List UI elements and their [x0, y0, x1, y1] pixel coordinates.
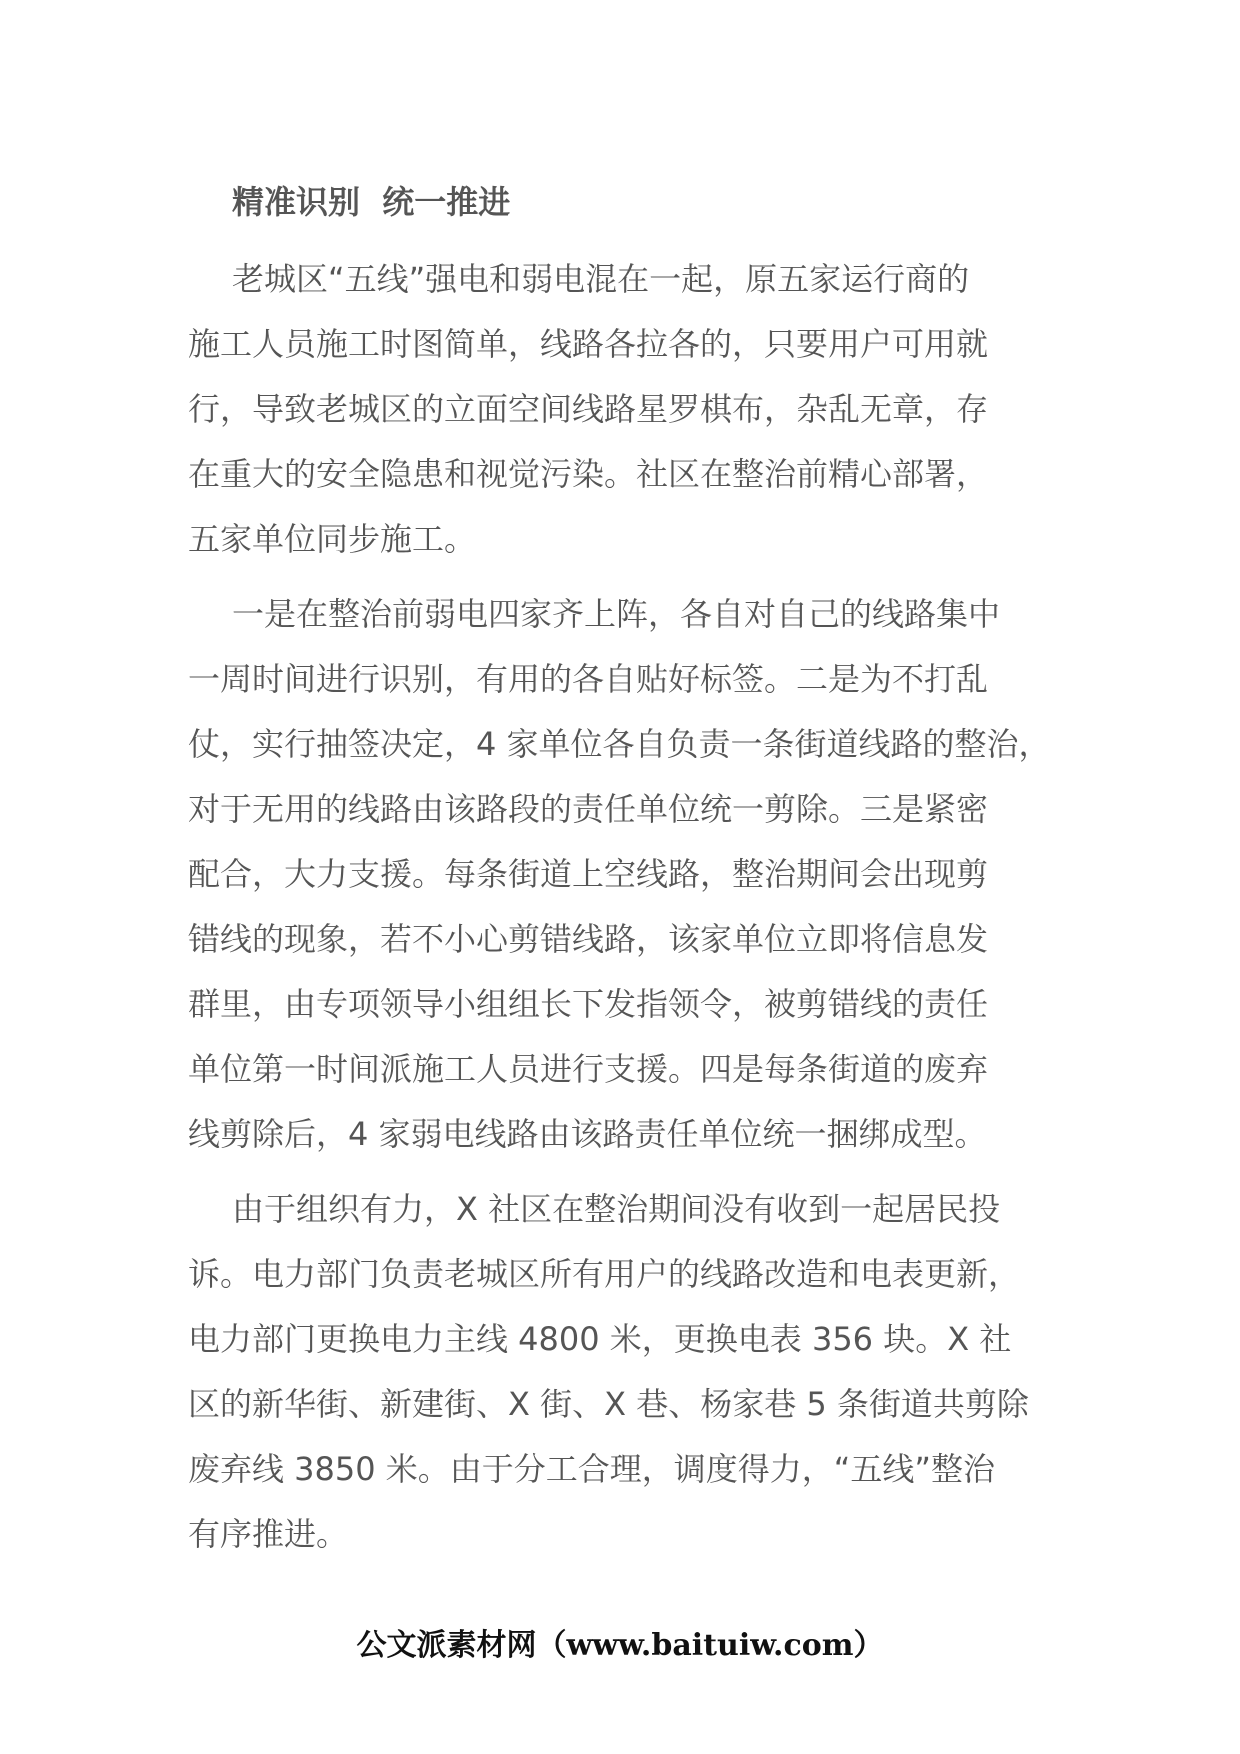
document-body	[188, 170, 1078, 1577]
paragraph-line: 群里，由专项领导小组组长下发指领令，被剪错线的责任	[188, 985, 989, 1023]
paragraph-line: 行，导致老城区的立面空间线路星罗棋布，杂乱无章，存	[188, 390, 989, 428]
paragraph-line: 五家单位同步施工。	[188, 520, 477, 558]
paragraph-line: 线剪除后，4 家弱电线路由该路责任单位统一捆绑成型。	[188, 1115, 987, 1153]
paragraph-line: 一周时间进行识别，有用的各自贴好标签。二是为不打乱	[188, 660, 989, 698]
paragraph-line: 在重大的安全隐患和视觉污染。社区在整治前精心部署，	[188, 455, 989, 493]
paragraph-line: 电力部门更换电力主线 4800 米，更换电表 356 块。X 社	[188, 1320, 1012, 1358]
paragraph-line: 区的新华街、新建街、X 街、X 巷、杨家巷 5 条街道共剪除	[188, 1385, 1029, 1423]
section-heading: 精准识别 统一推进	[232, 183, 511, 221]
paragraph-line: 仗，实行抽签决定，4 家单位各自负责一条街道线路的整治，	[188, 725, 1051, 763]
paragraph-line: 有序推进。	[188, 1515, 349, 1553]
paragraph-line: 配合，大力支援。每条街道上空线路，整治期间会出现剪	[188, 855, 989, 893]
paragraph-line: 单位第一时间派施工人员进行支援。四是每条街道的废弃	[188, 1050, 989, 1088]
paragraph-line: 施工人员施工时图简单，线路各拉各的，只要用户可用就	[188, 325, 989, 363]
paragraph-line: 老城区“五线”强电和弱电混在一起，原五家运行商的	[232, 260, 970, 298]
paragraph-line: 对于无用的线路由该路段的责任单位统一剪除。三是紧密	[188, 790, 989, 828]
paragraph-1	[188, 247, 1078, 572]
paragraph-line: 诉。电力部门负责老城区所有用户的线路改造和电表更新，	[188, 1255, 1021, 1293]
paragraph-2	[188, 582, 1078, 1167]
paragraph-line: 一是在整治前弱电四家齐上阵，各自对自己的线路集中	[232, 595, 1001, 633]
paragraph-line: 由于组织有力，X 社区在整治期间没有收到一起居民投	[232, 1190, 1001, 1228]
paragraph-3	[188, 1177, 1078, 1567]
paragraph-line: 错线的现象，若不小心剪错线路，该家单位立即将信息发	[188, 920, 989, 958]
footer-source: 公文派素材网（www.baituiw.com）	[356, 1628, 884, 1663]
paragraph-line: 废弃线 3850 米。由于分工合理，调度得力，“五线”整治	[188, 1450, 995, 1488]
